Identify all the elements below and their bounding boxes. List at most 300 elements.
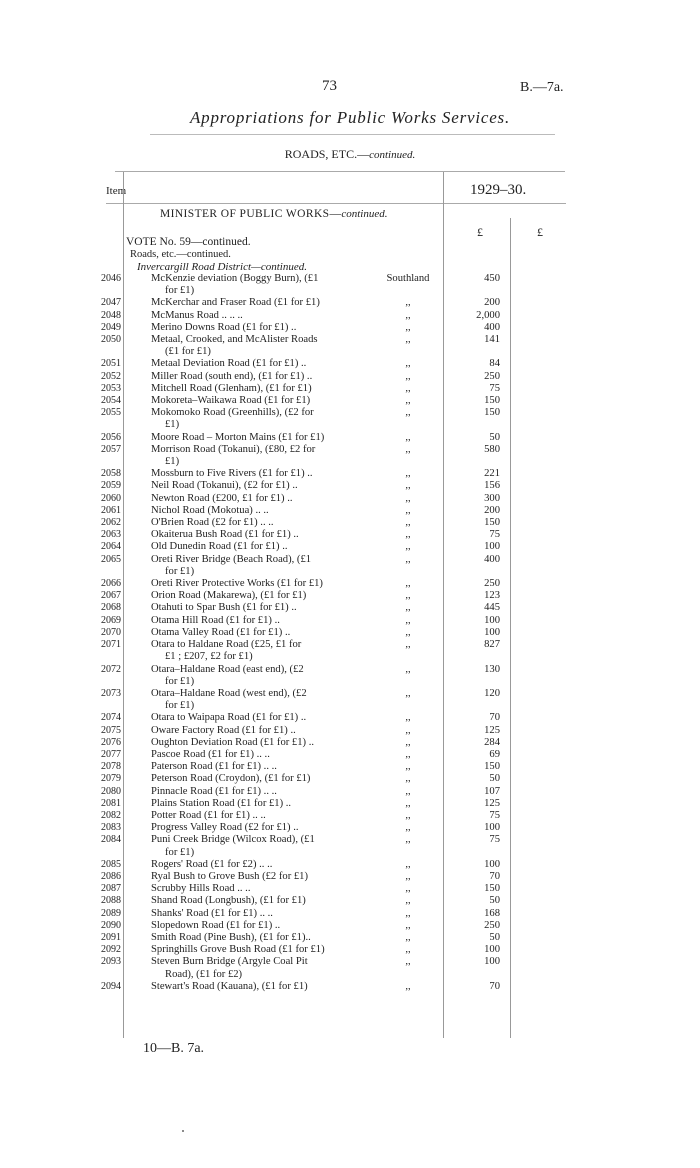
item-description-line: McKerchar and Fraser Road (£1 for £1) [151,297,320,309]
item-amount: 84 [489,358,500,370]
table-row [0,407,700,431]
item-district: ,, [405,492,411,504]
item-description-continuation: £1) [165,419,180,431]
section-title-main: ROADS, ETC.— [284,147,370,161]
item-description [151,383,364,395]
item-description-line: Puni Creek Bridge (Wilcox Road), (£1 [151,834,315,846]
table-row [0,541,700,553]
table-row [0,920,700,932]
item-amount: 150 [484,395,500,407]
item-description [151,712,364,724]
item-amount: 141 [484,334,500,346]
item-description-line: Neil Road (Tokanui), (£2 for £1) .. [151,480,298,492]
roads-subheading: Roads, etc.—continued. [130,249,231,260]
item-district: ,, [405,590,411,602]
item-description-line: Otara–Haldane Road (west end), (£2 [151,687,307,699]
ministry-heading-continued: continued. [341,208,388,220]
item-description-line: Shand Road (Longbush), (£1 for £1) [151,895,306,907]
item-description-continuation: £1) [165,456,180,468]
ministry-heading-main: MINISTER OF PUBLIC WORKS— [160,208,342,220]
item-number: 2058 [101,468,121,480]
table-row [0,334,700,358]
item-description-line: Ryal Bush to Grove Bush (£2 for £1) [151,870,308,882]
item-number: 2086 [101,870,121,882]
item-number: 2052 [101,370,121,382]
item-description [151,981,364,993]
item-amount: 580 [484,443,500,455]
table-row [0,749,700,761]
item-description [151,395,364,407]
item-amount: 168 [484,907,500,919]
item-district: ,, [405,639,411,651]
item-amount: 123 [484,590,500,602]
item-description [151,590,364,602]
table-row [0,444,700,468]
item-district: ,, [405,334,411,346]
item-description-line: Otara to Haldane Road (£25, £1 for [151,639,302,651]
item-amount: 50 [489,431,500,443]
item-description-line: Metaal Deviation Road (£1 for £1) .. [151,358,307,370]
table-row [0,883,700,895]
currency-symbol: £ [537,225,543,239]
item-amount: 100 [484,614,500,626]
appropriations-table [0,273,700,993]
item-description [151,297,364,309]
item-district: ,, [405,480,411,492]
item-number: 2053 [101,382,121,394]
item-number: 2077 [101,748,121,760]
item-description-continuation: £1 ; £207, £2 for £1) [165,651,253,663]
section-title [0,147,700,162]
column-header-year: 1929–30. [470,182,527,198]
item-district: ,, [405,858,411,870]
table-row [0,932,700,944]
table-row [0,773,700,785]
item-description-line: Moore Road – Morton Mains (£1 for £1) [151,431,325,443]
item-description-line: Slopedown Road (£1 for £1) .. [151,919,281,931]
item-number: 2083 [101,822,121,834]
currency-symbol: £ [477,225,483,239]
table-row [0,761,700,773]
table-row [0,725,700,737]
item-number: 2067 [101,590,121,602]
item-description [151,517,364,529]
item-description-continuation: Road), (£1 for £2) [165,968,243,980]
table-row [0,297,700,309]
item-district: ,, [405,712,411,724]
item-amount: 150 [484,761,500,773]
item-amount: 827 [484,639,500,651]
item-amount: 50 [489,895,500,907]
item-description-line: Mokomoko Road (Greenhills), (£2 for [151,407,314,419]
item-district: ,, [405,297,411,309]
item-description [151,310,364,322]
item-amount: 156 [484,480,500,492]
item-description [151,810,364,822]
item-number: 2075 [101,724,121,736]
item-number: 2080 [101,785,121,797]
item-district: ,, [405,809,411,821]
item-description [151,688,364,712]
item-description [151,358,364,370]
item-amount: 125 [484,724,500,736]
item-description [151,505,364,517]
item-amount: 284 [484,736,500,748]
item-description [151,798,364,810]
item-description [151,773,364,785]
item-description [151,786,364,798]
item-description [151,895,364,907]
item-number: 2050 [101,334,121,346]
item-amount: 100 [484,626,500,638]
item-description-line: Plains Station Road (£1 for £1) .. [151,797,292,809]
item-amount: 50 [489,773,500,785]
item-district: ,, [405,687,411,699]
item-description-line: Springhills Grove Bush Road (£1 for £1) [151,944,325,956]
item-amount: 2,000 [476,309,500,321]
item-description-line: O'Brien Road (£2 for £1) .. .. [151,517,274,529]
item-description-continuation: for £1) [165,565,195,577]
item-description-continuation: for £1) [165,846,195,858]
item-description [151,627,364,639]
table-row [0,834,700,858]
item-number: 2091 [101,931,121,943]
item-amount: 150 [484,407,500,419]
item-number: 2054 [101,395,121,407]
item-description-line: Oware Factory Road (£1 for £1) .. [151,724,296,736]
item-description [151,932,364,944]
item-amount: 250 [484,919,500,931]
item-number: 2088 [101,895,121,907]
item-amount: 100 [484,541,500,553]
item-district: ,, [405,431,411,443]
table-row [0,602,700,614]
item-number: 2089 [101,907,121,919]
item-district: ,, [405,956,411,968]
table-row [0,627,700,639]
table-row [0,322,700,334]
item-district: ,, [405,626,411,638]
table-row [0,554,700,578]
item-number: 2069 [101,614,121,626]
item-district: ,, [405,870,411,882]
item-number: 2051 [101,358,121,370]
item-number: 2064 [101,541,121,553]
item-description-line: Progress Valley Road (£2 for £1) .. [151,822,299,834]
item-number: 2048 [101,309,121,321]
item-description [151,468,364,480]
item-district: ,, [405,614,411,626]
item-district: ,, [405,321,411,333]
item-amount: 75 [489,834,500,846]
table-row [0,358,700,370]
item-district: ,, [405,553,411,565]
page-title: Appropriations for Public Works Services. [189,108,511,127]
item-number: 2057 [101,443,121,455]
item-number: 2087 [101,883,121,895]
item-district: ,, [405,443,411,455]
item-number: 2092 [101,944,121,956]
item-district: ,, [405,834,411,846]
table-top-rule [115,171,565,172]
table-row [0,529,700,541]
item-amount: 70 [489,870,500,882]
item-amount: 150 [484,883,500,895]
item-amount: 400 [484,321,500,333]
item-description [151,871,364,883]
item-description-line: Mitchell Road (Glenham), (£1 for £1) [151,382,312,394]
item-number: 2070 [101,626,121,638]
item-number: 2056 [101,431,121,443]
item-description [151,444,364,468]
item-description-line: Pinnacle Road (£1 for £1) .. .. [151,785,277,797]
item-description-continuation: for £1) [165,700,195,712]
item-amount: 69 [489,748,500,760]
item-description-line: Pascoe Road (£1 for £1) .. .. [151,748,270,760]
table-row [0,871,700,883]
item-description [151,737,364,749]
item-description [151,273,364,297]
item-amount: 125 [484,797,500,809]
item-number: 2071 [101,639,121,651]
table-row [0,493,700,505]
item-number: 2046 [101,273,121,284]
item-number: 2060 [101,492,121,504]
item-description-line: Otara–Haldane Road (east end), (£2 [151,663,304,675]
item-description-line: Smith Road (Pine Bush), (£1 for £1).. [151,931,311,943]
item-district: ,, [405,748,411,760]
table-row [0,505,700,517]
table-row [0,688,700,712]
item-amount: 450 [484,273,500,284]
item-number: 2047 [101,297,121,309]
item-number: 2068 [101,602,121,614]
item-district: ,, [405,382,411,394]
item-district: ,, [405,931,411,943]
item-description-line: Merino Downs Road (£1 for £1) .. [151,321,297,333]
document-reference: B.—7a. [520,80,564,95]
item-description [151,480,364,492]
item-number: 2072 [101,663,121,675]
item-description-line: Otahuti to Spar Bush (£1 for £1) .. [151,602,297,614]
item-amount: 400 [484,553,500,565]
item-number: 2081 [101,797,121,809]
item-district: ,, [405,895,411,907]
item-description [151,761,364,773]
item-description [151,639,364,663]
item-description-line: Oreti River Protective Works (£1 for £1) [151,578,323,590]
item-district: ,, [405,761,411,773]
item-description-line: Potter Road (£1 for £1) .. .. [151,809,266,821]
table-row [0,310,700,322]
item-amount: 200 [484,504,500,516]
item-description-line: Rogers' Road (£1 for £2) .. .. [151,858,273,870]
header-rule [106,203,566,204]
item-district: ,, [405,980,411,992]
item-amount: 250 [484,578,500,590]
section-title-continued: continued. [369,149,416,161]
item-amount: 70 [489,980,500,992]
item-description [151,602,364,614]
item-district: ,, [405,358,411,370]
table-row [0,908,700,920]
table-row [0,590,700,602]
item-description [151,944,364,956]
item-description-line: McKenzie deviation (Boggy Burn), (£1 [151,273,319,284]
table-row [0,664,700,688]
item-description [151,822,364,834]
item-district: ,, [405,919,411,931]
table-row [0,859,700,871]
item-description [151,920,364,932]
table-row [0,395,700,407]
item-description-line: Otama Hill Road (£1 for £1) .. [151,614,280,626]
item-amount: 75 [489,529,500,541]
table-row [0,517,700,529]
vote-heading: VOTE No. 59—continued. [126,236,251,248]
item-number: 2061 [101,504,121,516]
item-description [151,615,364,627]
item-amount: 445 [484,602,500,614]
table-row [0,615,700,627]
district-subheading: Invercargill Road District—continued. [137,261,307,273]
table-row [0,786,700,798]
item-amount: 221 [484,468,500,480]
item-description [151,956,364,980]
item-district: ,, [405,773,411,785]
item-number: 2074 [101,712,121,724]
item-amount: 300 [484,492,500,504]
item-amount: 250 [484,370,500,382]
item-number: 2084 [101,834,121,846]
item-description-line: Oreti River Bridge (Beach Road), (£1 [151,553,312,565]
item-description [151,725,364,737]
item-description-line: Orion Road (Makarewa), (£1 for £1) [151,590,307,602]
item-description-line: Metaal, Crooked, and McAlister Roads [151,334,318,346]
ministry-heading [160,208,388,220]
table-row [0,944,700,956]
page-number: 73 [322,78,337,94]
item-district: ,, [405,504,411,516]
item-number: 2082 [101,809,121,821]
item-number: 2079 [101,773,121,785]
item-amount: 107 [484,785,500,797]
item-description-line: Morrison Road (Tokanui), (£80, £2 for [151,443,316,455]
item-description-line: Stewart's Road (Kauana), (£1 for £1) [151,980,308,992]
item-description-line: Mossburn to Five Rivers (£1 for £1) .. [151,468,313,480]
item-district: ,, [405,468,411,480]
item-number: 2049 [101,321,121,333]
table-row [0,639,700,663]
table-row [0,956,700,980]
item-description [151,578,364,590]
footer-signature: 10—B. 7a. [143,1041,205,1056]
table-row [0,712,700,724]
column-header-item: Item [106,185,127,197]
item-description [151,749,364,761]
item-district: ,, [405,541,411,553]
item-number: 2073 [101,687,121,699]
item-description-continuation: (£1 for £1) [165,346,211,358]
item-district: ,, [405,944,411,956]
table-row [0,895,700,907]
table-row [0,578,700,590]
item-number: 2090 [101,919,121,931]
item-district: ,, [405,724,411,736]
item-amount: 50 [489,931,500,943]
item-number: 2078 [101,761,121,773]
item-description [151,883,364,895]
table-row [0,383,700,395]
item-description-line: Steven Burn Bridge (Argyle Coal Pit [151,956,308,968]
item-description [151,432,364,444]
item-description-line: Shanks' Road (£1 for £1) .. .. [151,907,273,919]
item-description-line: Nichol Road (Mokotua) .. .. [151,504,269,516]
item-amount: 75 [489,809,500,821]
item-description-continuation: for £1) [165,675,195,687]
item-description-continuation: for £1) [165,285,195,297]
item-description-line: Old Dunedin Road (£1 for £1) .. [151,541,288,553]
item-amount: 100 [484,956,500,968]
item-number: 2059 [101,480,121,492]
item-number: 2062 [101,517,121,529]
item-number: 2063 [101,529,121,541]
item-amount: 75 [489,382,500,394]
item-description [151,407,364,431]
item-district: ,, [405,736,411,748]
item-description [151,322,364,334]
item-description-line: McManus Road .. .. .. [151,309,243,321]
item-district: Southland [386,273,430,284]
item-description [151,493,364,505]
item-district: ,, [405,407,411,419]
item-district: ,, [405,529,411,541]
item-amount: 100 [484,944,500,956]
item-description [151,554,364,578]
item-description-line: Paterson Road (£1 for £1) .. .. [151,761,277,773]
item-amount: 100 [484,822,500,834]
item-number: 2065 [101,553,121,565]
item-description [151,859,364,871]
table-row [0,432,700,444]
table-row [0,468,700,480]
item-description-line: Mokoreta–Waikawa Road (£1 for £1) [151,395,311,407]
item-district: ,, [405,907,411,919]
table-row [0,798,700,810]
item-district: ,, [405,797,411,809]
item-amount: 100 [484,858,500,870]
item-district: ,, [405,883,411,895]
item-description-line: Okaiterua Bush Road (£1 for £1) .. [151,529,299,541]
item-district: ,, [405,309,411,321]
item-district: ,, [405,663,411,675]
item-number: 2094 [101,980,121,992]
item-description-line: Miller Road (south end), (£1 for £1) .. [151,370,313,382]
item-description-line: Oughton Deviation Road (£1 for £1) .. [151,736,314,748]
table-row [0,371,700,383]
item-district: ,, [405,822,411,834]
item-description [151,541,364,553]
item-number: 2076 [101,736,121,748]
item-description [151,834,364,858]
item-district: ,, [405,517,411,529]
table-row [0,480,700,492]
item-district: ,, [405,370,411,382]
item-description [151,371,364,383]
item-number: 2085 [101,858,121,870]
table-row [0,822,700,834]
table-row [0,981,700,993]
